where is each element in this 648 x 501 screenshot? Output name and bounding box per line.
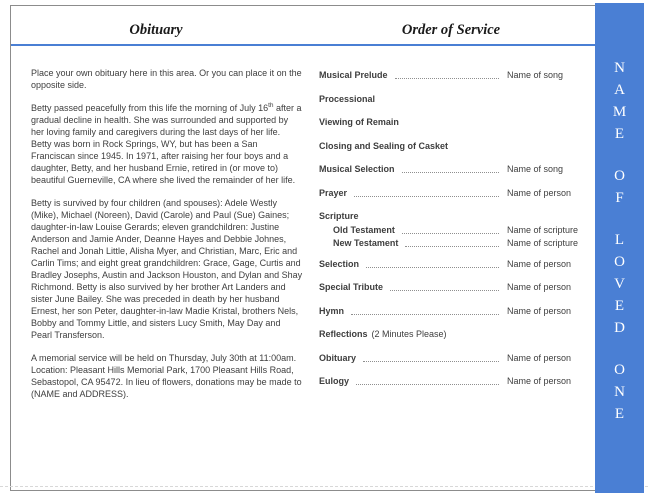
service-item-note: (2 Minutes Please) (371, 329, 447, 339)
obituary-heading: Obituary (129, 22, 183, 38)
header-divider-line (11, 44, 595, 46)
dot-leader (351, 314, 499, 315)
service-item-label: Musical Selection (319, 164, 395, 174)
banner-letter: D (614, 320, 625, 336)
banner-letter: L (614, 232, 625, 248)
banner-letter: V (614, 276, 625, 292)
dot-leader (402, 172, 499, 173)
service-item-eulogy (319, 375, 587, 387)
dot-leader (395, 78, 499, 79)
obituary-paragraph: Betty passed peacefully from this life the morning of July 16th after a gradual decline in health. She was surrounded and supported by her loving family and caregivers during the last days of her life. Betty was born in Rock Springs, WY, but has been a San Franciscan since 1945. In 1971, after raising her four boys and a daughter, Betty, and her husband Ernie, retired in (or move to) beautiful Guerneville, CA where she lived the remainder of her life. (31, 102, 302, 185)
dot-leader (390, 290, 499, 291)
banner-letter: O (614, 362, 625, 378)
service-item-value: Name of scripture (507, 237, 579, 248)
obituary-paragraph: Betty is survived by four children (and spouses): Adele Westly (Mike), Michael (Noreen), David (Carole) and Paul (Sue) Gaines; daughter-in-law Louise Gerards; eleven grandchildren: Justine Anderson and Jamie Ander, Deanne Hayes and Debbie Johnes, Rachel and Jonah Little, Alisha Myer, and Christian, Marc, Eric and Carlin Tims; and eight great grandchildren: Grace, Gage, Curtis and Bradley Josephs, Austin and Jackson Houston, and Dylan and Shay Richmond. Betty is also survived by her brother Art Landers and sister June Bailey. She was preceded in death by her husband Ernest, her son Peter, daughter-in-law Madie Kristal, brothers Nels, Bobby and Tommy Little, and sisters Lucy Smith, May Day and Pearl Transferson. (31, 198, 303, 340)
fold-line (0, 486, 648, 487)
service-item-value: Name of person (507, 187, 572, 198)
order-of-service-list (319, 69, 587, 399)
banner-letter: N (614, 384, 625, 400)
service-item-label: Processional (319, 93, 376, 104)
obituary-paragraph: Place your own obituary here in this area. Or you can place it on the opposite side. (31, 68, 302, 90)
banner-word-name (613, 57, 626, 145)
service-item-label: New Testament (333, 237, 399, 248)
order-of-service-heading: Order of Service (401, 22, 501, 38)
service-item-label: Musical Prelude (319, 70, 388, 80)
service-item-label: Hymn (319, 305, 345, 316)
service-item-value: Name of person (507, 352, 572, 363)
service-item-value: Name of song (507, 70, 564, 80)
banner-letter: E (614, 406, 625, 422)
service-item-musical-selection (319, 163, 587, 175)
service-item-value: Name of scripture (507, 225, 579, 235)
service-item-obituary (319, 352, 587, 364)
service-item-label: Selection (319, 258, 360, 269)
service-item-closing-and-sealing-of-casket (319, 140, 587, 152)
service-item-label: Reflections (319, 329, 368, 339)
service-item-label: Prayer (319, 187, 348, 198)
banner-letter: E (614, 126, 625, 142)
banner-letter: M (612, 104, 627, 120)
banner-letter: O (614, 254, 625, 270)
service-item-special-tribute (319, 281, 587, 293)
banner-letter: F (615, 190, 624, 206)
service-item-processional (319, 93, 587, 105)
name-of-loved-one-banner (595, 3, 644, 493)
dot-leader (402, 233, 499, 234)
banner-letter: E (614, 298, 625, 314)
service-item-prayer (319, 187, 587, 199)
banner-letter: N (614, 60, 625, 76)
banner-word-of (614, 165, 625, 209)
service-item-old-testament (319, 224, 587, 236)
dot-leader (356, 384, 499, 385)
service-item-value: Name of person (507, 282, 572, 292)
service-item-hymn (319, 305, 587, 317)
service-item-value: Name of person (507, 258, 572, 269)
service-item-value: Name of person (507, 305, 572, 316)
banner-word-loved (614, 229, 625, 339)
dot-leader (354, 196, 499, 197)
service-item-value: Name of person (507, 376, 572, 386)
service-item-reflections (319, 328, 587, 340)
service-item-scripture (319, 210, 587, 222)
program-sheet-border (10, 5, 596, 491)
dot-leader (405, 246, 499, 247)
banner-letter: A (614, 82, 625, 98)
obituary-paragraph: A memorial service will be held on Thursday, July 30th at 11:00am. Location: Pleasant Hills Memorial Park, 1700 Pleasant Hills Road, Sebastopol, CA 95472. In lieu of flowers, donations may be made to (NAME and ADDRESS). (31, 353, 302, 399)
service-item-value: Name of song (507, 164, 564, 174)
service-item-musical-prelude (319, 69, 587, 81)
banner-letter: O (614, 168, 625, 184)
dot-leader (366, 267, 499, 268)
service-item-label: Obituary (319, 352, 357, 363)
banner-word-one (614, 359, 625, 425)
dot-leader (363, 361, 499, 362)
service-item-selection (319, 258, 587, 270)
service-item-label: Viewing of Remain (319, 117, 399, 127)
service-item-new-testament (319, 237, 587, 249)
service-item-label: Special Tribute (319, 282, 384, 292)
service-item-label: Old Testament (333, 225, 395, 235)
obituary-text-block (31, 67, 303, 411)
service-item-label: Closing and Sealing of Casket (319, 140, 449, 151)
service-item-label: Eulogy (319, 376, 350, 386)
service-item-label: Scripture (319, 211, 359, 221)
service-item-viewing-of-remain (319, 116, 587, 128)
